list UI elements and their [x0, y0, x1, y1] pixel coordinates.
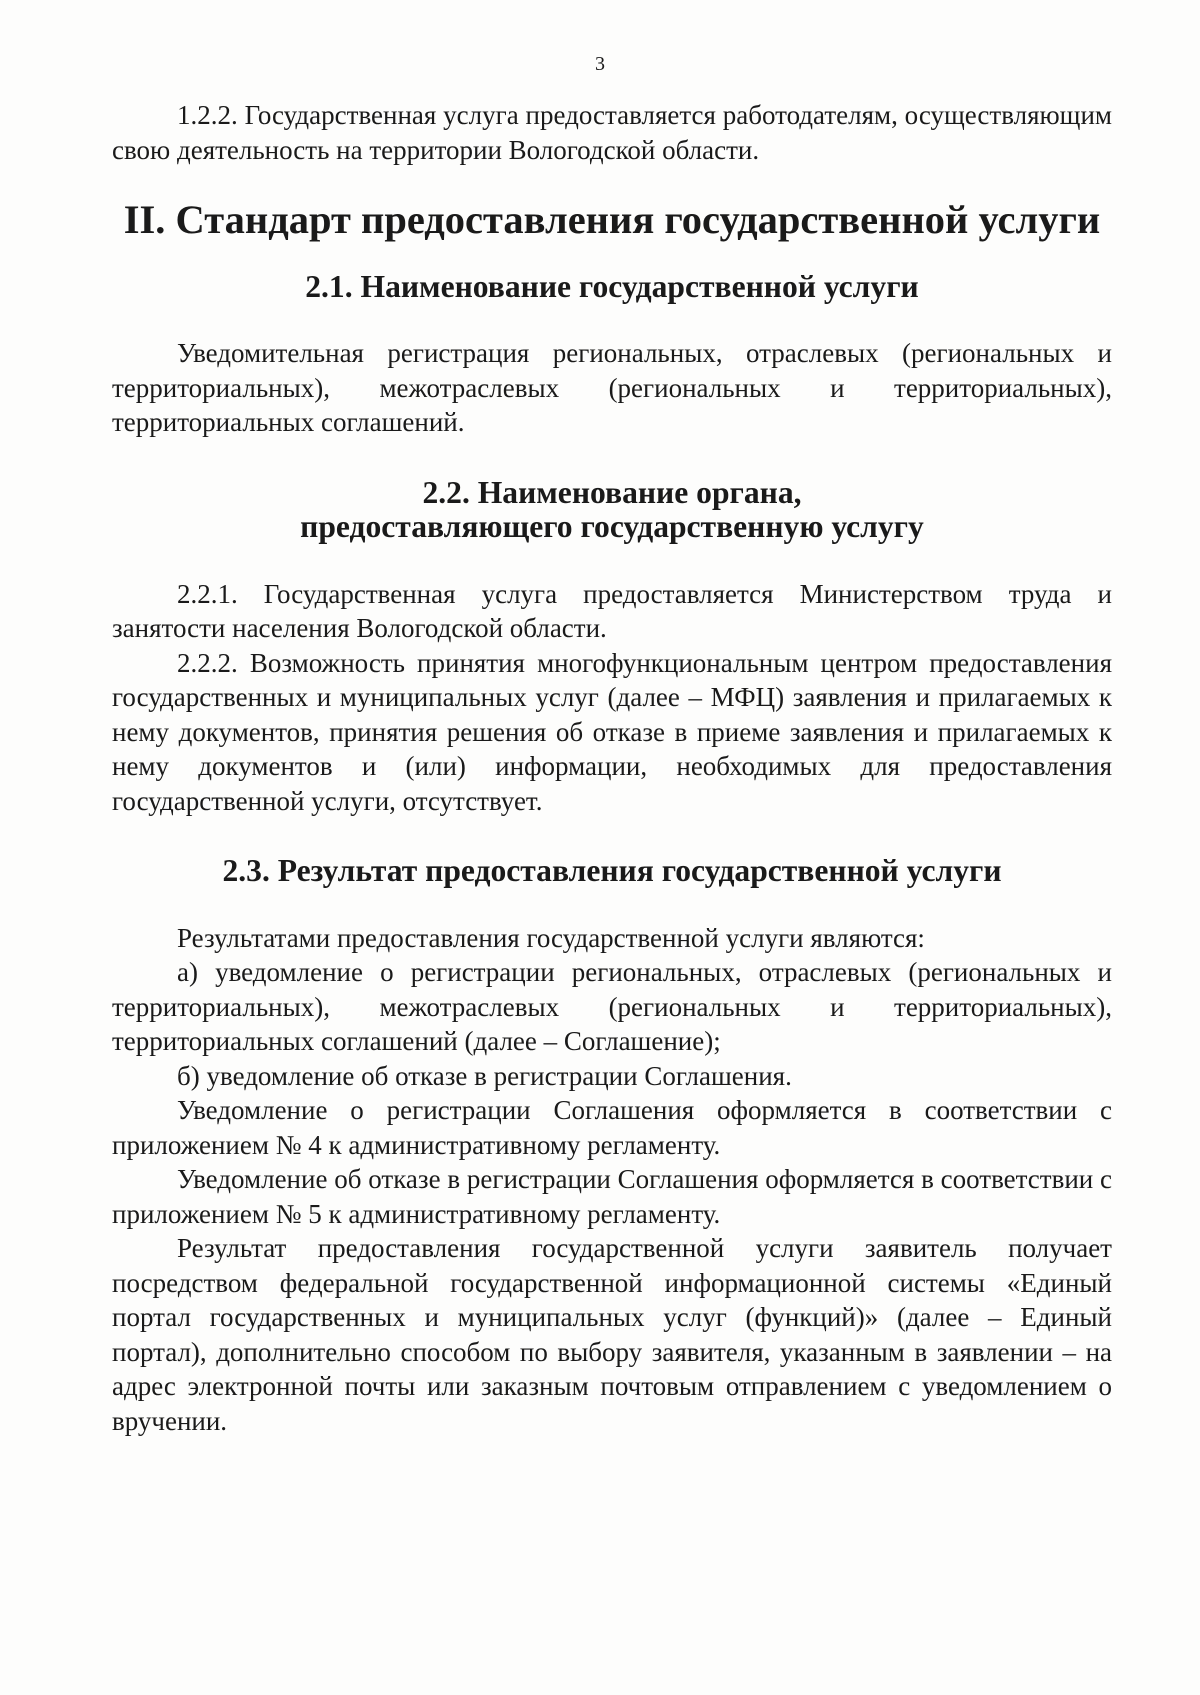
- section-heading-standard: [112, 197, 1112, 242]
- subheading-2-3: [112, 854, 1112, 889]
- paragraph-1-2-2: 1.2.2. Государственная услуга предоставляется работодателям, осуществляющим свою деятельность на территории Вологодской области.: [112, 100, 1112, 165]
- paragraph-notice-refusal: Уведомление об отказе в регистрации Соглашения оформляется в соответствии с приложением № 5 к административному регламенту.: [112, 1164, 1112, 1229]
- paragraph-results-intro: Результатами предоставления государственной услуги являются:: [177, 922, 925, 953]
- paragraph-notice-registration: Уведомление о регистрации Соглашения оформляется в соответствии с приложением № 4 к административному регламенту.: [112, 1095, 1112, 1160]
- heading-line: 2.1. Наименование государственной услуги: [305, 268, 919, 304]
- subheading-2-1: [112, 270, 1112, 305]
- heading-line: 2.2. Наименование органа,: [422, 474, 802, 510]
- document-body: [112, 98, 1112, 1438]
- paragraph-2-2-2: 2.2.2. Возможность принятия многофункциональным центром предоставления государственных и муниципальных услуг (далее – МФЦ) заявления и прилагаемых к нему документов, принятия решения об отказе в приеме заявления и прилагаемых к нему документов и (или) информации, необходимых для предоставления государственной услуги, отсутствует.: [112, 647, 1112, 816]
- page-number: 3: [595, 53, 605, 75]
- subheading-2-2: [112, 476, 1112, 545]
- paragraph-result-a: а) уведомление о регистрации региональных, отраслевых (региональных и территориальных), межотраслевых (региональных и территориальных), территориальных соглашений (далее – Соглашение);: [112, 957, 1112, 1056]
- paragraph-result-delivery: Результат предоставления государственной услуги заявитель получает посредством федеральной государственной информационной системы «Единый портал государственных и муниципальных услуг (функций)» (далее – Единый портал), дополнительно способом по выбору заявителя, указанным в заявлении – на адрес электронной почты или заказным почтовым отправлением с уведомлением о вручении.: [112, 1233, 1112, 1436]
- paragraph-result-b: б) уведомление об отказе в регистрации Соглашения.: [177, 1060, 792, 1091]
- paragraph-2-2-1: 2.2.1. Государственная услуга предоставляется Министерством труда и занятости населения Вологодской области.: [112, 578, 1112, 643]
- heading-line: 2.3. Результат предоставления государственной услуги: [222, 853, 1002, 888]
- paragraph-service-name: Уведомительная регистрация региональных, отраслевых (региональных и территориальных), межотраслевых (региональных и территориальных), территориальных соглашений.: [112, 338, 1112, 437]
- heading-line: предоставляющего государственную услугу: [300, 509, 924, 544]
- heading-line: II. Стандарт предоставления государственной услуги: [123, 197, 1101, 242]
